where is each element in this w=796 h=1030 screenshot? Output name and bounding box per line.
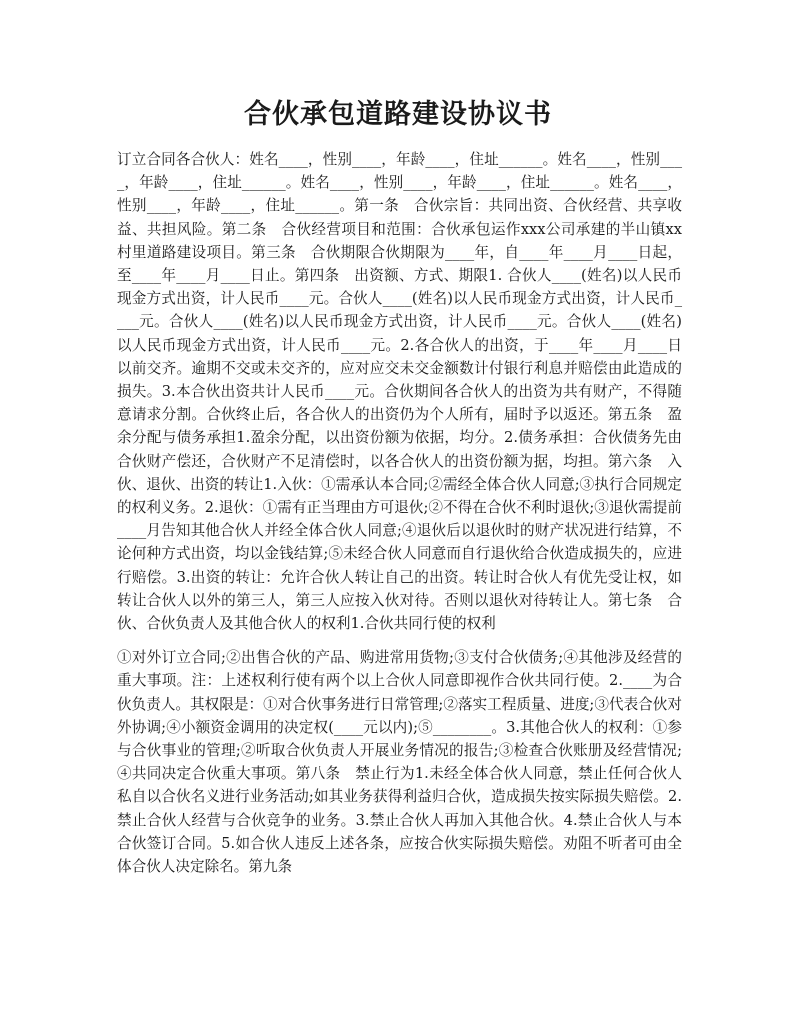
paragraph-terms-1: 订立合同各合伙人：姓名____，性别____，年龄____，住址______。姓名____，性别____，年龄____，住址______。姓名____，性别____，年龄____，住址______。姓名____，性别____，年龄____，住址______。第一条 合伙宗旨：共同出资、合伙经营、共享收益、共担风险。第二条 合伙经营项目和范围：合伙承包运作xxx公司承建的半山镇xx村里道路建设项目。第三条 合伙期限合伙期限为____年，自____年____月____日起，至____年____月____日止。第四条 出资额、方式、期限1. 合伙人____(姓名)以人民币现金方式出资，计人民币____元。合伙人____(姓名)以人民币现金方式出资，计人民币____元。合伙人____(姓名)以人民币现金方式出资，计人民币____元。合伙人____(姓名)以人民币现金方式出资，计人民币____元。2.各合伙人的出资，于____年____月____日以前交齐。逾期不交或未交齐的，应对应交未交金额数计付银行利息并赔偿由此造成的损失。3.本合伙出资共计人民币____元。合伙期间各合伙人的出资为共有财产，不得随意请求分割。合伙终止后，各合伙人的出资仍为个人所有，届时予以返还。第五条 盈余分配与债务承担1.盈余分配，以出资份额为依据，均分。2.债务承担：合伙债务先由合伙财产偿还，合伙财产不足清偿时，以各合伙人的出资份额为据，均担。第六条 入伙、退伙、出资的转让1.入伙：①需承认本合同;②需经全体合伙人同意;③执行合同规定的权利义务。2.退伙：①需有正当理由方可退伙;②不得在合伙不利时退伙;③退伙需提前____月告知其他合伙人并经全体合伙人同意;④退伙后以退伙时的财产状况进行结算，不论何种方式出资，均以金钱结算;⑤未经合伙人同意而自行退伙给合伙造成损失的，应进行赔偿。3.出资的转让：允许合伙人转让自己的出资。转让时合伙人有优先受让权，如转让合伙人以外的第三人，第三人应按入伙对待。否则以退伙对待转让人。第七条 合伙、合伙负责人及其他合伙人的权利1.合伙共同行使的权利 bbox=[117, 151, 682, 633]
paragraph-terms-2: ①对外订立合同;②出售合伙的产品、购进常用货物;③支付合伙债务;④其他涉及经营的重大事项。注：上述权利行使有两个以上合伙人同意即视作合伙共同行使。2.____为合伙负责人。其权限是：①对合伙事务进行日常管理;②落实工程质量、进度;③代表合伙对外协调;④小额资金调用的决定权(____元以内);⑤________。3.其他合伙人的权利：①参与合伙事业的管理;②听取合伙负责人开展业务情况的报告;③检查合伙账册及经营情况;④共同决定合伙重大事项。第八条 禁止行为1.未经全体合伙人同意，禁止任何合伙人私自以合伙名义进行业务活动;如其业务获得利益归合伙，造成损失按实际损失赔偿。2.禁止合伙人经营与合伙竞争的业务。3.禁止合伙人再加入其他合伙。4.禁止合伙人与本合伙签订合同。5.如合伙人违反上述各条，应按合伙实际损失赔偿。劝阻不听者可由全体合伙人决定除名。第九条 bbox=[117, 649, 682, 876]
document-title: 合伙承包道路建设协议书 bbox=[244, 99, 552, 130]
document-body bbox=[117, 148, 682, 878]
